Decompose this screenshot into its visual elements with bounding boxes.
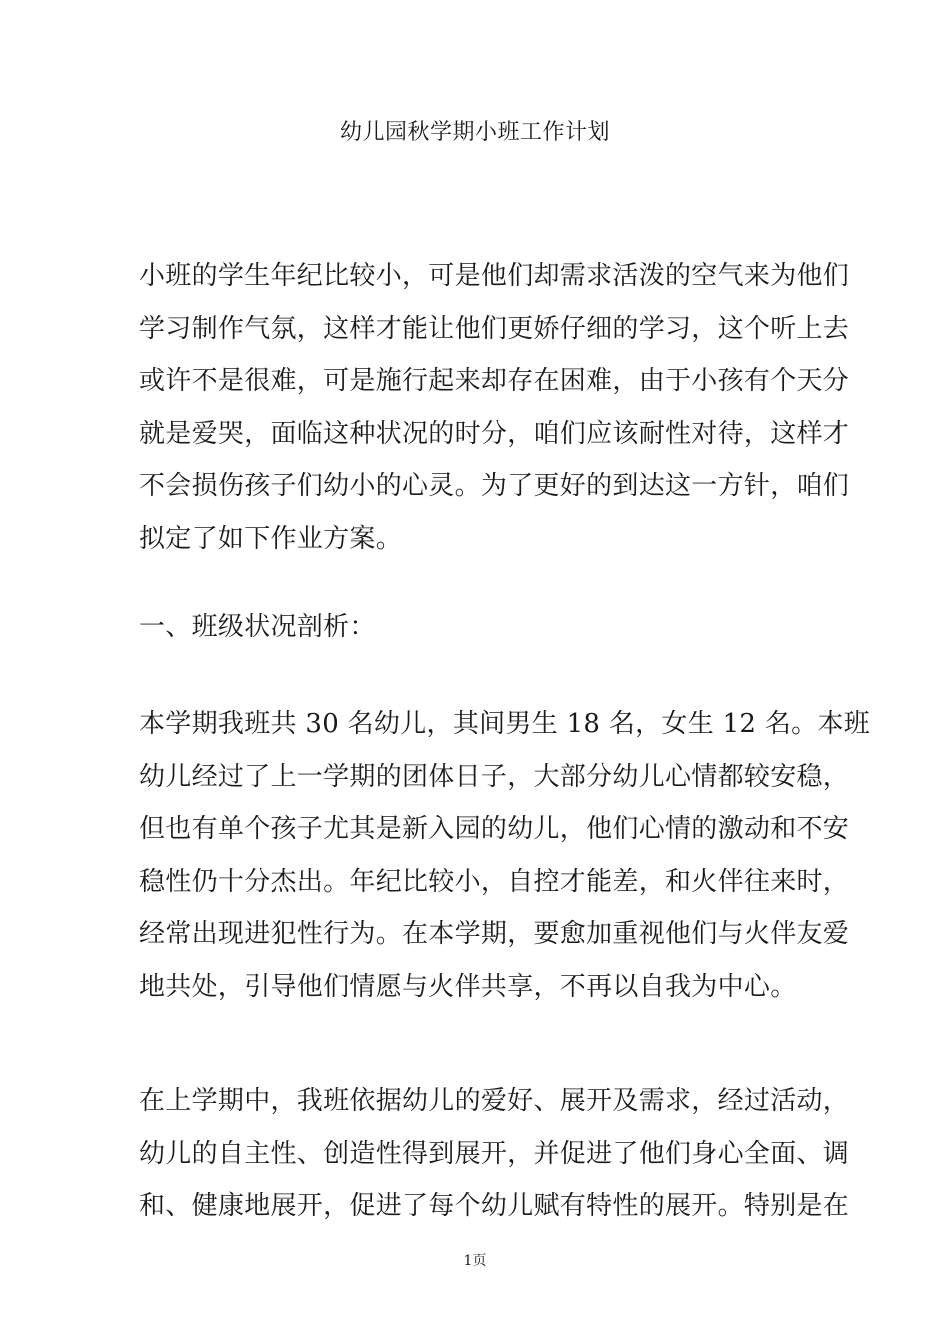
analysis-paragraph (139, 698, 871, 1013)
last-line-1: 在上学期中，我班依据幼儿的爱好、展开及需求，经过活动， (139, 1086, 850, 1116)
analysis-line-3: 但也有单个孩子尤其是新入园的幼儿，他们心情的激动和不安 (139, 814, 850, 844)
last-line-2: 幼儿的自主性、创造性得到展开，并促进了他们身心全面、调 (139, 1138, 850, 1169)
intro-line-2: 学习制作气氛，这样才能让他们更娇仔细的学习，这个听上去 (139, 313, 850, 344)
last-semester-paragraph (139, 1075, 850, 1233)
analysis-line-4: 稳性仍十分杰出。年纪比较小，自控才能差，和火伴往来时， (139, 866, 850, 897)
last-line-3: 和、健康地展开，促进了每个幼儿赋有特性的展开。特别是在 (139, 1191, 850, 1221)
document-title: 幼儿园秋学期小班工作计划 (339, 120, 610, 145)
intro-line-4: 就是爱哭，面临这种状况的时分，咱们应该耐性对待，这样才 (139, 418, 850, 449)
analysis-line-2: 幼儿经过了上一学期的团体日子，大部分幼儿心情都较安稳， (139, 761, 850, 792)
analysis-line-6: 地共处，引导他们情愿与火伴共享，不再以自我为中心。 (139, 971, 797, 1002)
intro-line-5: 不会损伤孩子们幼小的心灵。为了更好的到达这一方针，咱们 (139, 471, 850, 501)
intro-paragraph (139, 250, 850, 565)
analysis-line-1: 本学期我班共 30 名幼儿，其间男生 18 名，女生 12 名。本班 (139, 709, 871, 739)
analysis-line-5: 经常出现进犯性行为。在本学期，要愈加重视他们与火伴友爱 (139, 919, 850, 949)
page-number: 1页 (463, 1253, 487, 1269)
intro-line-6: 拟定了如下作业方案。 (139, 523, 403, 554)
section-heading-text: 一、班级状况剖析： (139, 612, 376, 642)
intro-line-1: 小班的学生年纪比较小，可是他们却需求活泼的空气来为他们 (139, 261, 850, 291)
section-heading-class-analysis (139, 601, 831, 654)
intro-line-3: 或许不是很难，可是施行起来却存在困难，由于小孩有个天分 (139, 366, 850, 396)
